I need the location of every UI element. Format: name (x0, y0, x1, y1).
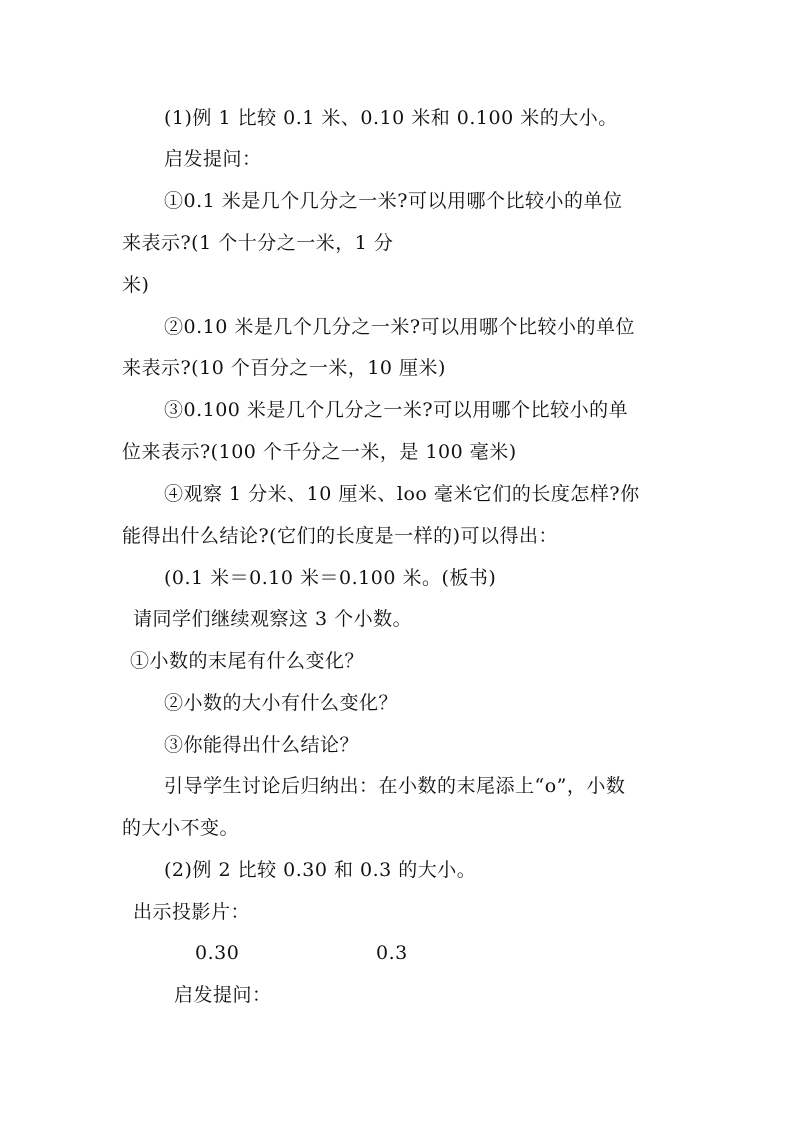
question-4-line-1: ④观察 1 分米、10 厘米、loo 毫米它们的长度怎样?你 (164, 483, 640, 505)
board-note: (0.1 米＝0.10 米＝0.100 米。(板书) (164, 567, 497, 589)
question-2-line-2: 来表示?(10 个百分之一米，10 厘米) (122, 357, 446, 379)
question-3-line-2: 位来表示?(100 个千分之一米，是 100 毫米) (122, 441, 517, 463)
prompt-heading: 启发提问： (164, 148, 262, 170)
question-1-line-1: ①0.1 米是几个几分之一米?可以用哪个比较小的单位 (164, 190, 623, 212)
observe-question-1: ①小数的末尾有什么变化？ (130, 650, 365, 672)
observe-question-3: ③你能得出什么结论？ (164, 734, 360, 756)
projection-label: 出示投影片： (133, 901, 251, 923)
conclusion-line-2: 的大小不变。 (122, 817, 240, 839)
question-4-line-2: 能得出什么结论?(它们的长度是一样的)可以得出： (122, 525, 559, 547)
question-2-line-1: ②0.10 米是几个几分之一米?可以用哪个比较小的单位 (164, 316, 636, 338)
question-3-line-1: ③0.100 米是几个几分之一米?可以用哪个比较小的单 (164, 399, 629, 421)
question-1-line-3: 米) (122, 274, 150, 296)
example-1-heading: (1)例 1 比较 0.1 米、0.10 米和 0.100 米的大小。 (164, 107, 618, 129)
projection-right-value: 0.3 (376, 942, 408, 964)
question-1-line-2: 来表示?(1 个十分之一米，1 分 (122, 232, 394, 254)
observe-question-2: ②小数的大小有什么变化？ (164, 692, 399, 714)
continue-observe: 请同学们继续观察这 3 个小数。 (133, 608, 413, 630)
conclusion-line-1: 引导学生讨论后归纳出：在小数的末尾添上“o”，小数 (164, 775, 626, 797)
example-2-heading: (2)例 2 比较 0.30 和 0.3 的大小。 (164, 859, 477, 881)
projection-left-value: 0.30 (195, 942, 240, 964)
prompt-heading-2: 启发提问： (174, 984, 272, 1006)
